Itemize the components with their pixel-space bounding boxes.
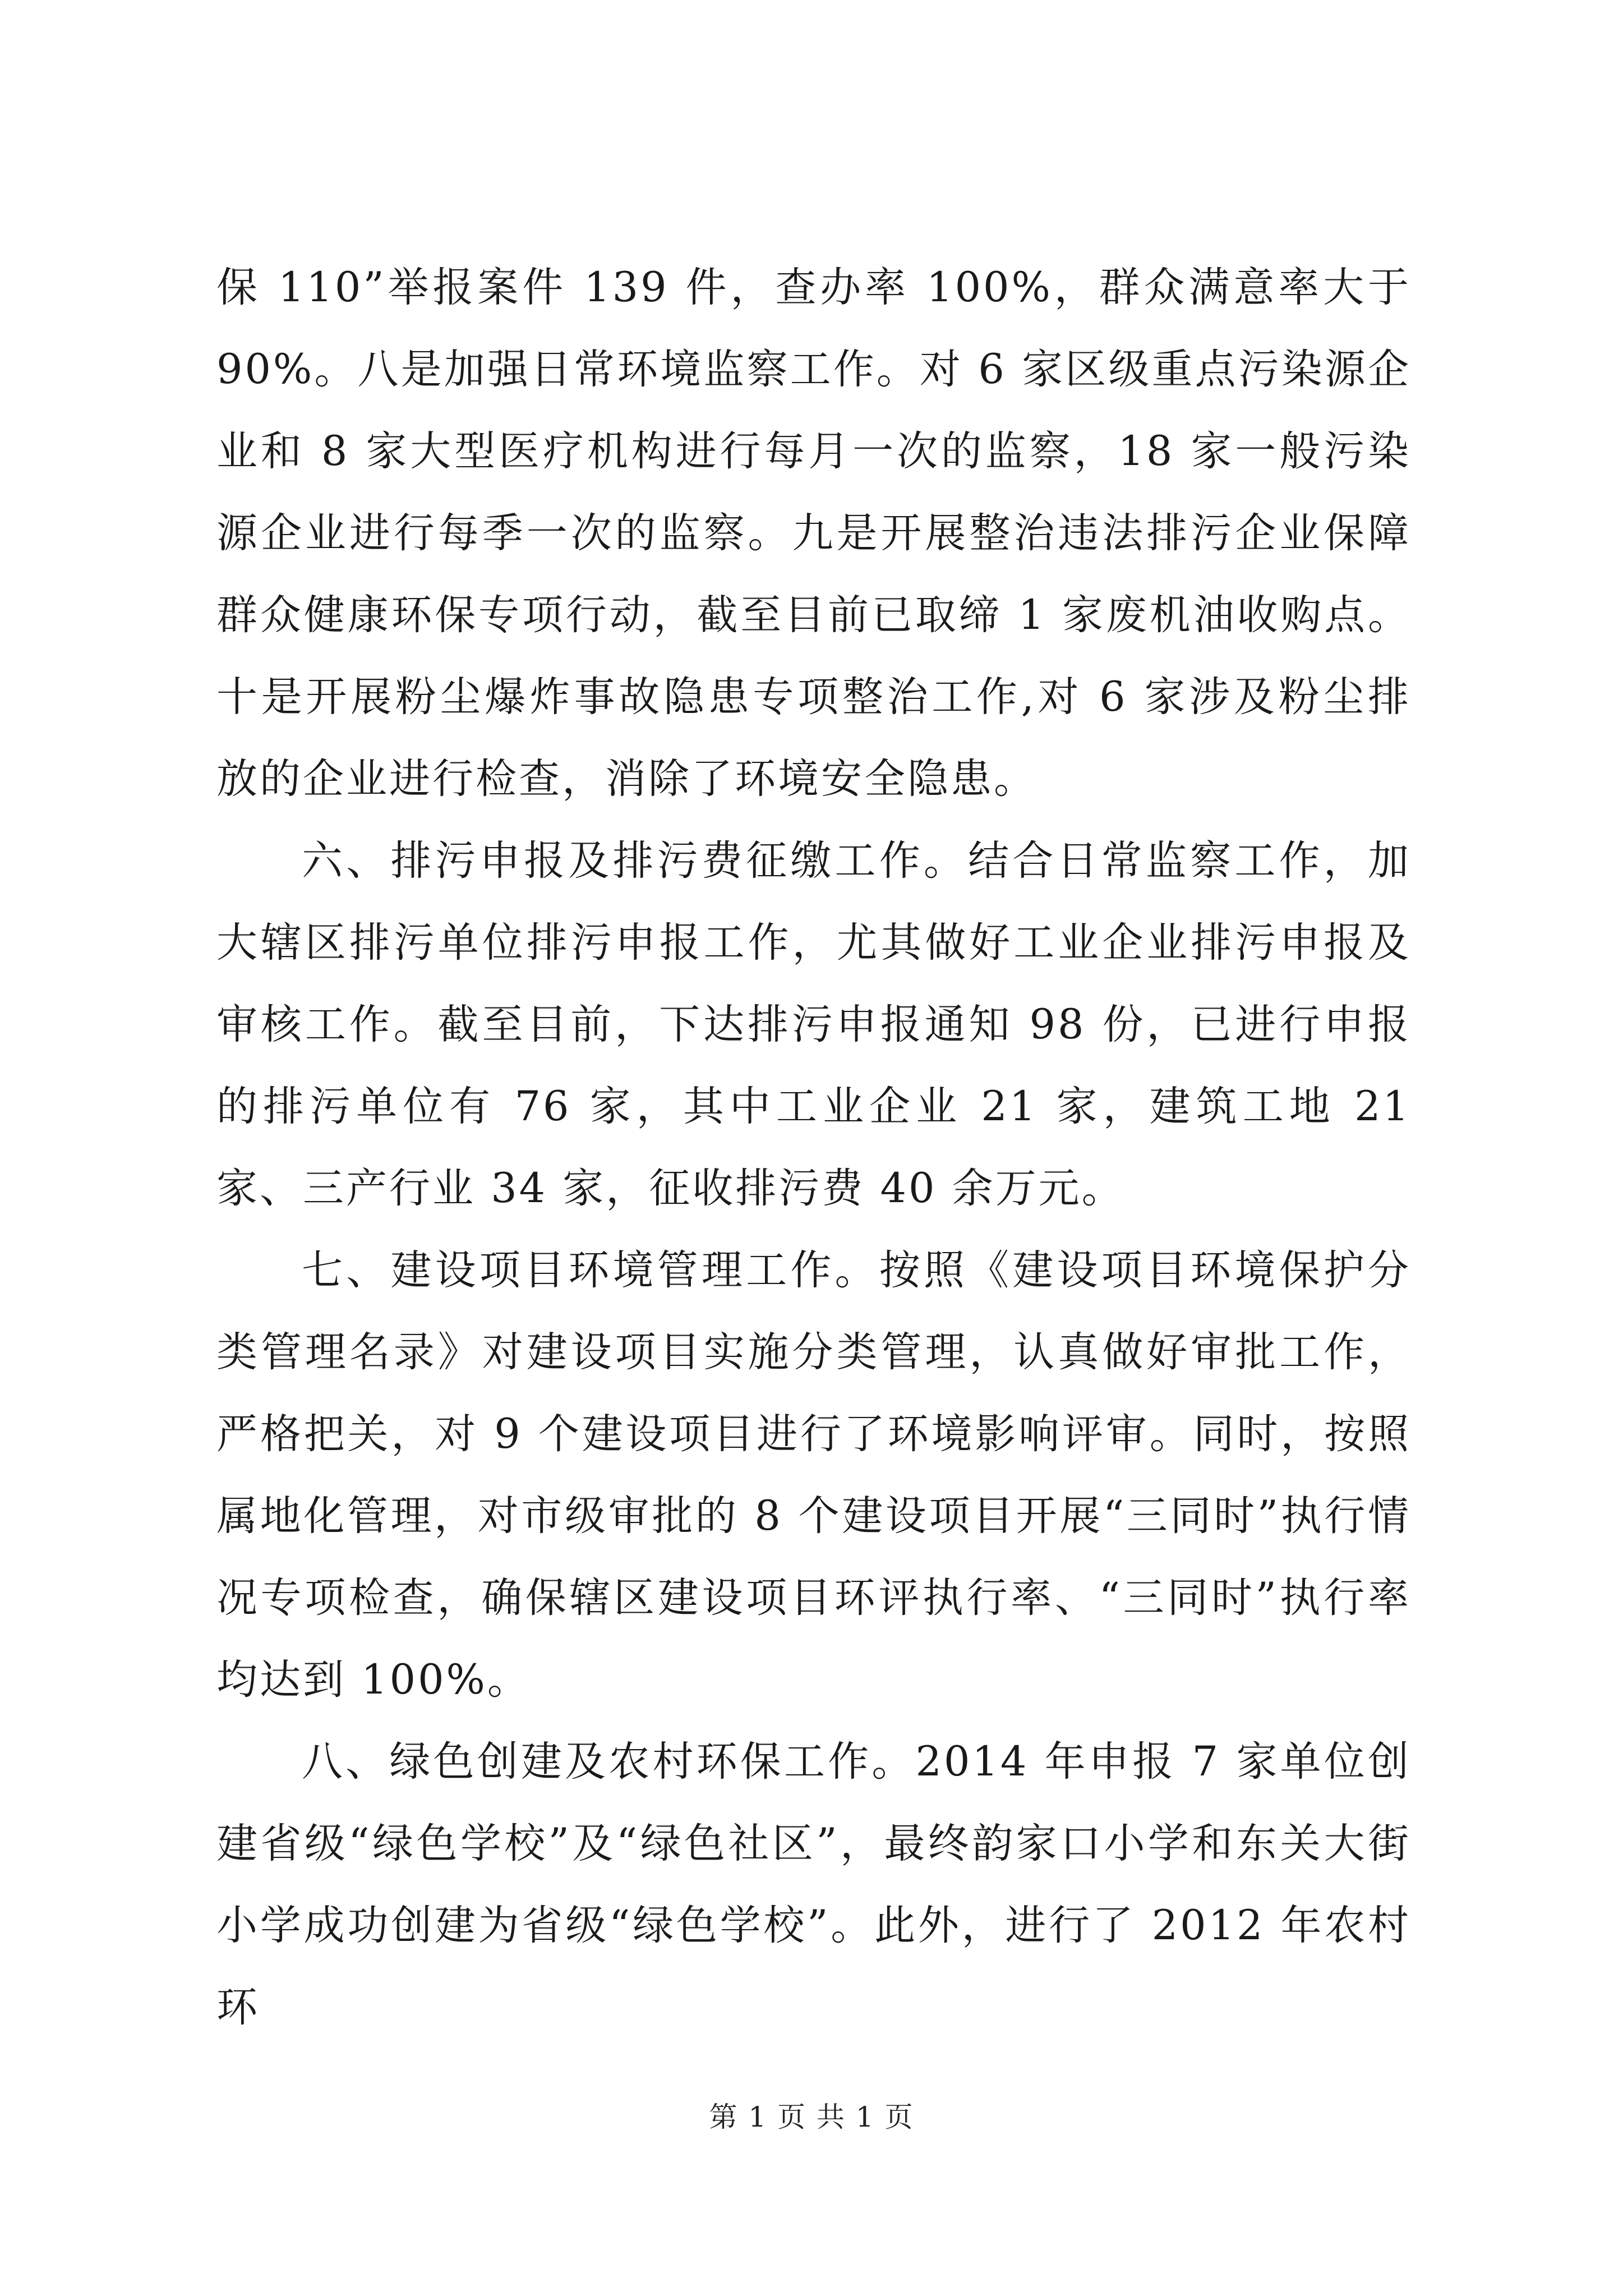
paragraph-section-8: 八、绿色创建及农村环保工作。2014 年申报 7 家单位创建省级“绿色学校”及“绿色社区”，最终韵家口小学和东关大街小学成功创建为省级“绿色学校”。此外，进行了 2012 年农村环: [216, 1738, 1411, 2031]
document-body: [216, 247, 1411, 2049]
paragraph-continued: 保 110”举报案件 139 件，查办率 100%，群众满意率大于 90%。八是加强日常环境监察工作。对 6 家区级重点污染源企业和 8 家大型医疗机构进行每月一次的监察，18 家一般污染源企业进行每季一次的监察。九是开展整治违法排污企业保障群众健康环保专项行动，截至目前已取缔 1 家废机油收购点。十是开展粉尘爆炸事故隐患专项整治工作,对 6 家涉及粉尘排放的企业进行检查，消除了环境安全隐患。: [216, 264, 1411, 803]
paragraph-section-6: 六、排污申报及排污费征缴工作。结合日常监察工作，加大辖区排污单位排污申报工作，尤其做好工业企业排污申报及审核工作。截至目前，下达排污申报通知 98 份，已进行申报的排污单位有 76 家，其中工业企业 21 家，建筑工地 21 家、三产行业 34 家，征收排污费 40 余万元。: [216, 837, 1411, 1212]
paragraph-section-7: 七、建设项目环境管理工作。按照《建设项目环境保护分类管理名录》对建设项目实施分类管理，认真做好审批工作，严格把关，对 9 个建设项目进行了环境影响评审。同时，按照属地化管理，对市级审批的 8 个建设项目开展“三同时”执行情况专项检查，确保辖区建设项目环评执行率、“三同时”执行率均达到 100%。: [216, 1246, 1411, 1704]
page-footer: 第 1 页 共 1 页: [709, 2101, 914, 2133]
